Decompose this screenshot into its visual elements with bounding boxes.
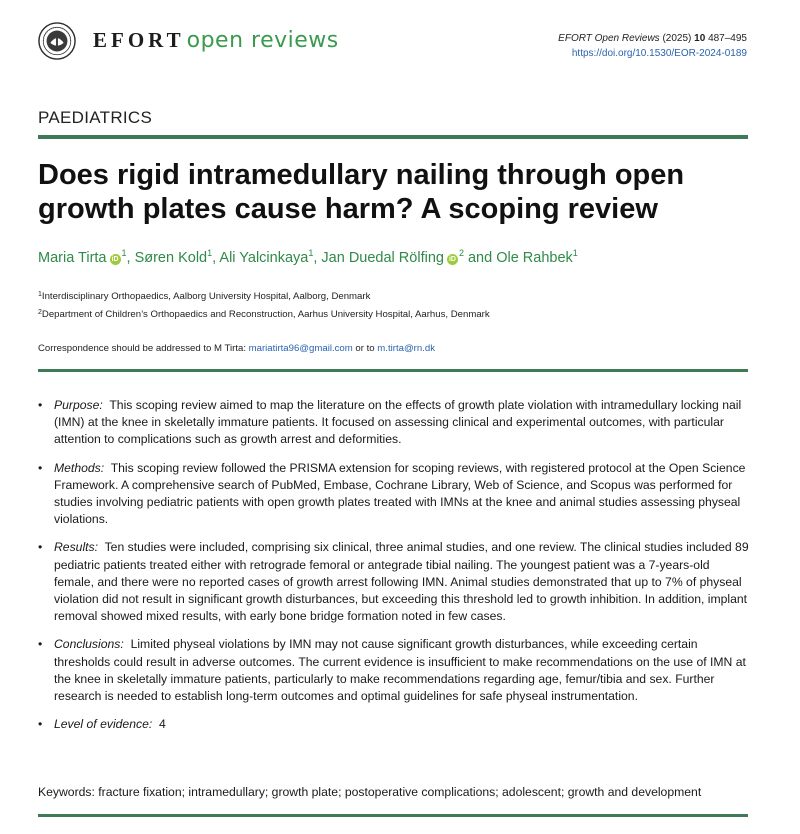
efort-seal-logo xyxy=(38,22,76,60)
author-list xyxy=(38,248,578,266)
affiliation-number: 1 xyxy=(38,291,42,298)
author-separator: , xyxy=(126,250,135,266)
doi-link[interactable]: https://doi.org/10.1530/EOR-2024-0189 xyxy=(571,48,747,59)
abstract-label: Level of evidence: xyxy=(54,717,153,732)
correspondence-middle: or to xyxy=(352,343,378,354)
author-affiliation-marker: 1 xyxy=(121,248,127,258)
brand-efort: EFORT xyxy=(93,28,185,52)
email-link-secondary[interactable]: m.tirta@rn.dk xyxy=(377,343,436,354)
abstract-label: Purpose: xyxy=(54,398,103,412)
affiliation-number: 2 xyxy=(38,309,42,316)
affiliation-line xyxy=(38,305,490,323)
abstract-list xyxy=(38,397,750,744)
keywords: Keywords: fracture fixation; intramedullary; growth plate; postoperative complications; adolescent; growth and development xyxy=(38,785,702,799)
affiliation-text: Department of Children’s Orthopaedics and Reconstruction, Aarhus University Hospital, Aarhus, Denmark xyxy=(41,309,490,320)
abstract-item xyxy=(38,460,750,529)
citation-block xyxy=(558,31,747,61)
journal-header xyxy=(0,0,800,80)
abstract-label: Conclusions: xyxy=(54,637,124,652)
abstract-item xyxy=(38,636,750,705)
affiliations xyxy=(38,287,490,323)
abstract-item xyxy=(38,397,750,449)
citation-volume: 10 xyxy=(694,33,706,44)
affiliation-text: Interdisciplinary Orthopaedics, Aalborg University Hospital, Aalborg, Denmark xyxy=(41,291,371,302)
brand-open-reviews: open reviews xyxy=(186,28,339,53)
author-name: Ole Rahbek xyxy=(496,250,573,266)
affiliation-line xyxy=(38,287,490,305)
author-name: Ali Yalcinkaya xyxy=(219,250,309,266)
citation-pages: 487–495 xyxy=(708,33,747,44)
citation-year: (2025) xyxy=(662,33,692,44)
author-name: Maria Tirta xyxy=(38,250,107,266)
author-separator: , xyxy=(212,250,220,266)
abstract-label: Methods: xyxy=(54,460,105,475)
author-affiliation-marker: 1 xyxy=(207,248,213,258)
abstract-text: This scoping review followed the PRISMA extension for scoping reviews, with registered protocol at the Open Science Framework. A comprehensive search of PubMed, Embase, Cochrane Library, Web of Science, and Scopus was performed for studies involving pediatric patients with open growth plates treated with IMNs at the knee and animal studies assessing physeal violations. xyxy=(54,460,746,527)
citation-journal: EFORT Open Reviews xyxy=(558,33,660,44)
citation-line xyxy=(558,31,747,46)
correspondence xyxy=(38,343,435,354)
correspondence-prefix: Correspondence should be addressed to M Tirta: xyxy=(38,343,249,354)
author-name: Søren Kold xyxy=(134,250,208,266)
abstract-item xyxy=(38,539,750,625)
abstract-item xyxy=(38,716,750,733)
abstract-label: Results: xyxy=(54,540,99,555)
article-title: Does rigid intramedullary nailing through open growth plates cause harm? A scoping review xyxy=(38,159,685,225)
abstract-bottom-divider xyxy=(38,814,748,817)
author-affiliation-marker: 1 xyxy=(572,248,578,258)
orcid-icon[interactable]: iD xyxy=(448,256,456,263)
author-affiliation-marker: 1 xyxy=(308,248,314,258)
orcid-icon[interactable]: iD xyxy=(111,256,119,263)
author-affiliation-marker: 2 xyxy=(458,248,464,258)
email-link-primary[interactable]: mariatirta96@gmail.com xyxy=(248,343,353,354)
abstract-top-divider xyxy=(38,369,748,372)
journal-brand xyxy=(93,28,339,58)
abstract-text: This scoping review aimed to map the literature on the effects of growth plate violation with intramedullary locking nail (IMN) at the knee in skeletally immature patients. It focused on assessing clinical and experimental outcomes, with particular attention to complications such as growth arrest and deformities. xyxy=(54,398,742,447)
section-label: PAEDIATRICS xyxy=(38,108,153,127)
section-divider xyxy=(38,135,748,139)
author-separator: , xyxy=(313,250,322,266)
author-separator: and xyxy=(463,250,497,266)
author-name: Jan Duedal Rölfing xyxy=(321,250,444,266)
abstract-text: Limited physeal violations by IMN may not cause significant growth disturbances, while exceeding certain thresholds could result in adverse outcomes. The current evidence is insufficient to make recommendations on the use of IMN at the knee in skeletally immature patients, particularly to make recommendations regarding age, femur/tibia and sex. Further research is needed to establish long-term outcomes and optimal guidelines for safe physeal instrumentation. xyxy=(54,637,746,704)
abstract-text: 4 xyxy=(159,717,166,732)
abstract-text: Ten studies were included, comprising six clinical, three animal studies, and one review. The clinical studies included 89 pediatric patients treated either with retrograde femoral or antegrade tibial nailing. The youngest patient was a 7-years-old female, and there were no reported cases of growth arrest following IMN. Animal studies demonstrated that up to 7% of physeal violation did not result in significant growth disturbances, but exceeding this threshold led to growth inhibition. In addition, implant removal showed mixed results, with early bone bridge formation noted in few cases. xyxy=(54,540,749,624)
